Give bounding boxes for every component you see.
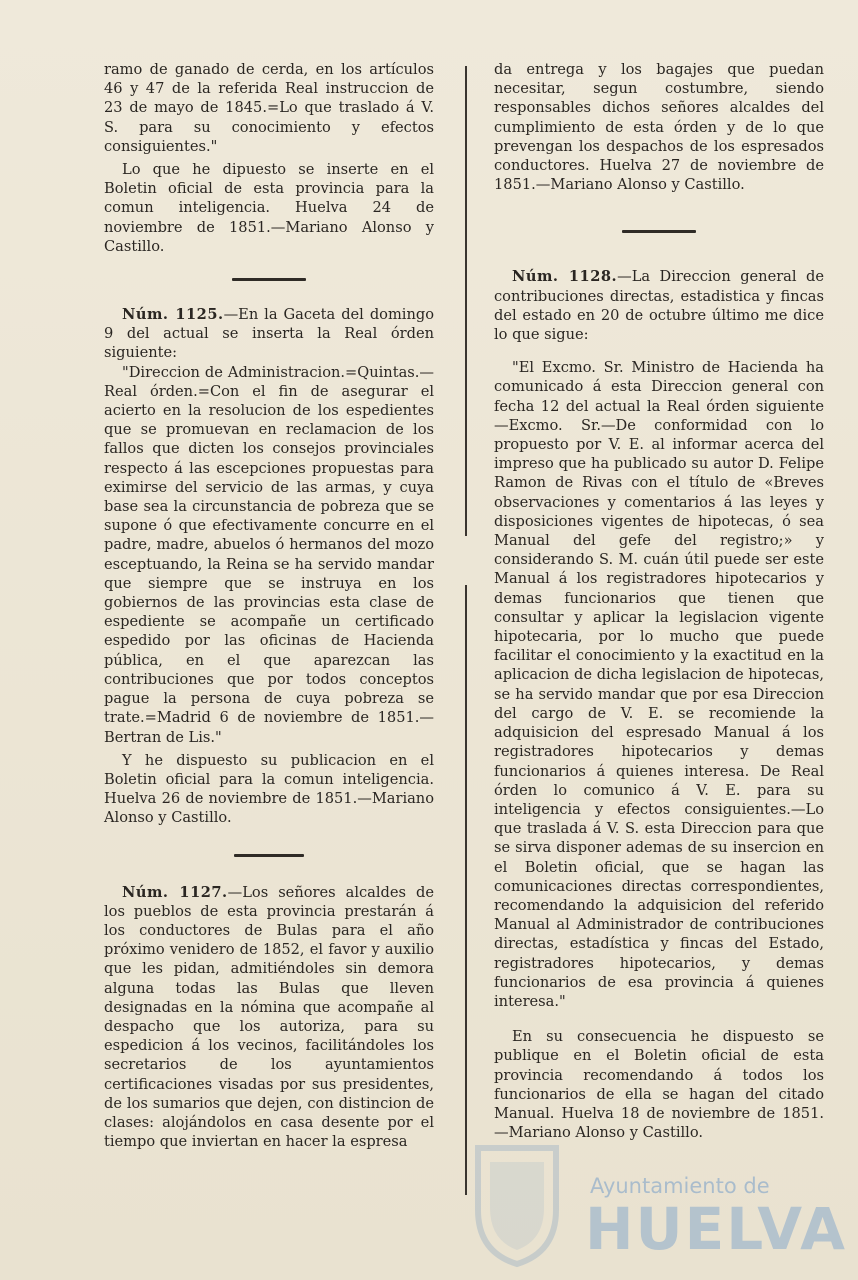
entry-1127-number: Núm. 1127. [122,883,228,901]
watermark-line1: Ayuntamiento de [590,1174,770,1198]
entry-1125-number: Núm. 1125. [122,306,224,324]
crest-watermark-icon [468,1140,566,1270]
watermark-line2: HUELVA [585,1195,848,1263]
left-column [104,60,434,1151]
section-divider [622,230,696,233]
left-continuation-closing: Lo que he dipuesto se inserte en el Boletin oficial de esta provincia para la comun inteligencia. Huelva 24 de noviembre de 1851.—Mariano Alonso y Castillo. [104,161,434,255]
entry-1128-body: "El Excmo. Sr. Ministro de Hacienda ha comunicado á esta Direccion general con fecha 12 del actual la Real órden siguiente —Excmo. Sr.—De conformidad con lo propuesto por V. E. al informar acerca del impreso que ha publicado su autor D. Felipe Ramon de Rivas con el título de «Breves observaciones y comentarios á las leyes y disposiciones vigentes de hipotecas, ó sea Manual del gefe del registro;» y considerando S. M. cuán útil puede ser este Manual á los registradores hipotecarios y demas funcionarios que tienen que consultar y aplicar la legislacion vigente hipotecaria, por lo mucho que puede facilitar el conocimiento y la exactitud en la aplicacion de dicha legislacion de hipotecas, se ha servido mandar que por esa Direccion del cargo de V. E. se recomiende la adquisicion del espresado Manual á los registradores hipotecarios y demas funcionarios á quienes interesa. De Real órden lo comunico á V. E. para su inteligencia y efectos consiguientes.—Lo que traslada á V. S. esta Direccion para que se sirva disponer ademas de su insercion en el Boletin oficial, que se hagan las comunicaciones directas correspondientes, recomendando la adquisicion del referido Manual al Administrador de contribuciones directas, estadística y fincas del Estado, registradores hipotecarios, y demas funcionarios de esa provincia á quienes interesa." [494,359,824,1010]
entry-1125 [104,305,434,363]
entry-1125-body: "Direccion de Administracion.=Quintas.—Real órden.=Con el fin de asegurar el acierto en la resolucion de los espedientes que se promuevan en reclamacion de los fallos que dicten los consejos provinciales respecto á las escepciones propuestas para eximirse del servicio de las armas, y cuya base sea la circunstancia de pobreza que se supone ó que efectivamente concurre en el padre, madre, abuelos ó hermanos del mozo esceptuando, la Reina se ha servido mandar que siempre que se instruya en los gobiernos de las provincias esta clase de espediente se acompañe un certificado espedido por las oficinas de Hacienda pública, en el que aparezcan las contribuciones que por todos conceptos pague la persona de cuya pobreza se trate.=Madrid 6 de noviembre de 1851.—Bertran de Lis." [104,363,434,746]
column-rule-bottom [465,585,467,1195]
entry-1127-body: —Los señores alcaldes de los pueblos de esta provincia prestarán á los conductores de Bulas para el año próximo venidero de 1852, el favor y auxilio que les pidan, admitiéndoles sin demora alguna todas las Bulas que lleven designadas en la nómina que acompañe al despacho que los autoriza, para su espedicion á los vecinos, facilitándoles los secretarios de los ayuntamientos certificaciones visadas por sus presidentes, de los sumarios que dejen, con distincion de clases: alojándolos en casa desente por el tiempo que inviertan en hacer la espresa [104,883,434,1151]
entry-1128-intro: —La Direccion general de contribuciones directas, estadistica y fincas del estado en 20 de octubre último me dice lo que sigue: [494,268,824,344]
entry-1125-intro: —En la Gaceta del domingo 9 del actual se inserta la Real órden siguiente: [104,306,434,362]
entry-1128-number: Núm. 1128. [512,268,618,286]
column-rule-top [465,66,467,536]
right-column [494,60,824,1142]
section-divider [232,278,306,281]
left-continuation-text: ramo de ganado de cerda, en los artículos 46 y 47 de la referida Real instruccion de 23 de mayo de 1845.=Lo que traslado á V. S. para su conocimiento y efectos consiguientes." [104,61,434,155]
right-continuation-text: da entrega y los bagajes que puedan necesitar, segun costumbre, siendo responsables dichos señores alcaldes del cumplimiento de esta órden y de lo que prevengan los despachos de los espresados conductores. Huelva 27 de noviembre de 1851.—Mariano Alonso y Castillo. [494,61,824,194]
entry-1125-closing: Y he dispuesto su publicacion en el Boletin oficial para la comun inteligencia. Huelva 26 de noviembre de 1851.—Mariano Alonso y Castillo. [104,751,434,827]
entry-1128 [494,267,824,344]
entry-1127 [104,883,434,1152]
section-divider [234,854,304,857]
entry-1128-closing: En su consecuencia he dispuesto se publique en el Boletin oficial de esta provincia recomendando á todos los funcionarios de ella se hagan del citado Manual. Huelva 18 de noviembre de 1851.—Mariano Alonso y Castillo. [494,1028,824,1142]
